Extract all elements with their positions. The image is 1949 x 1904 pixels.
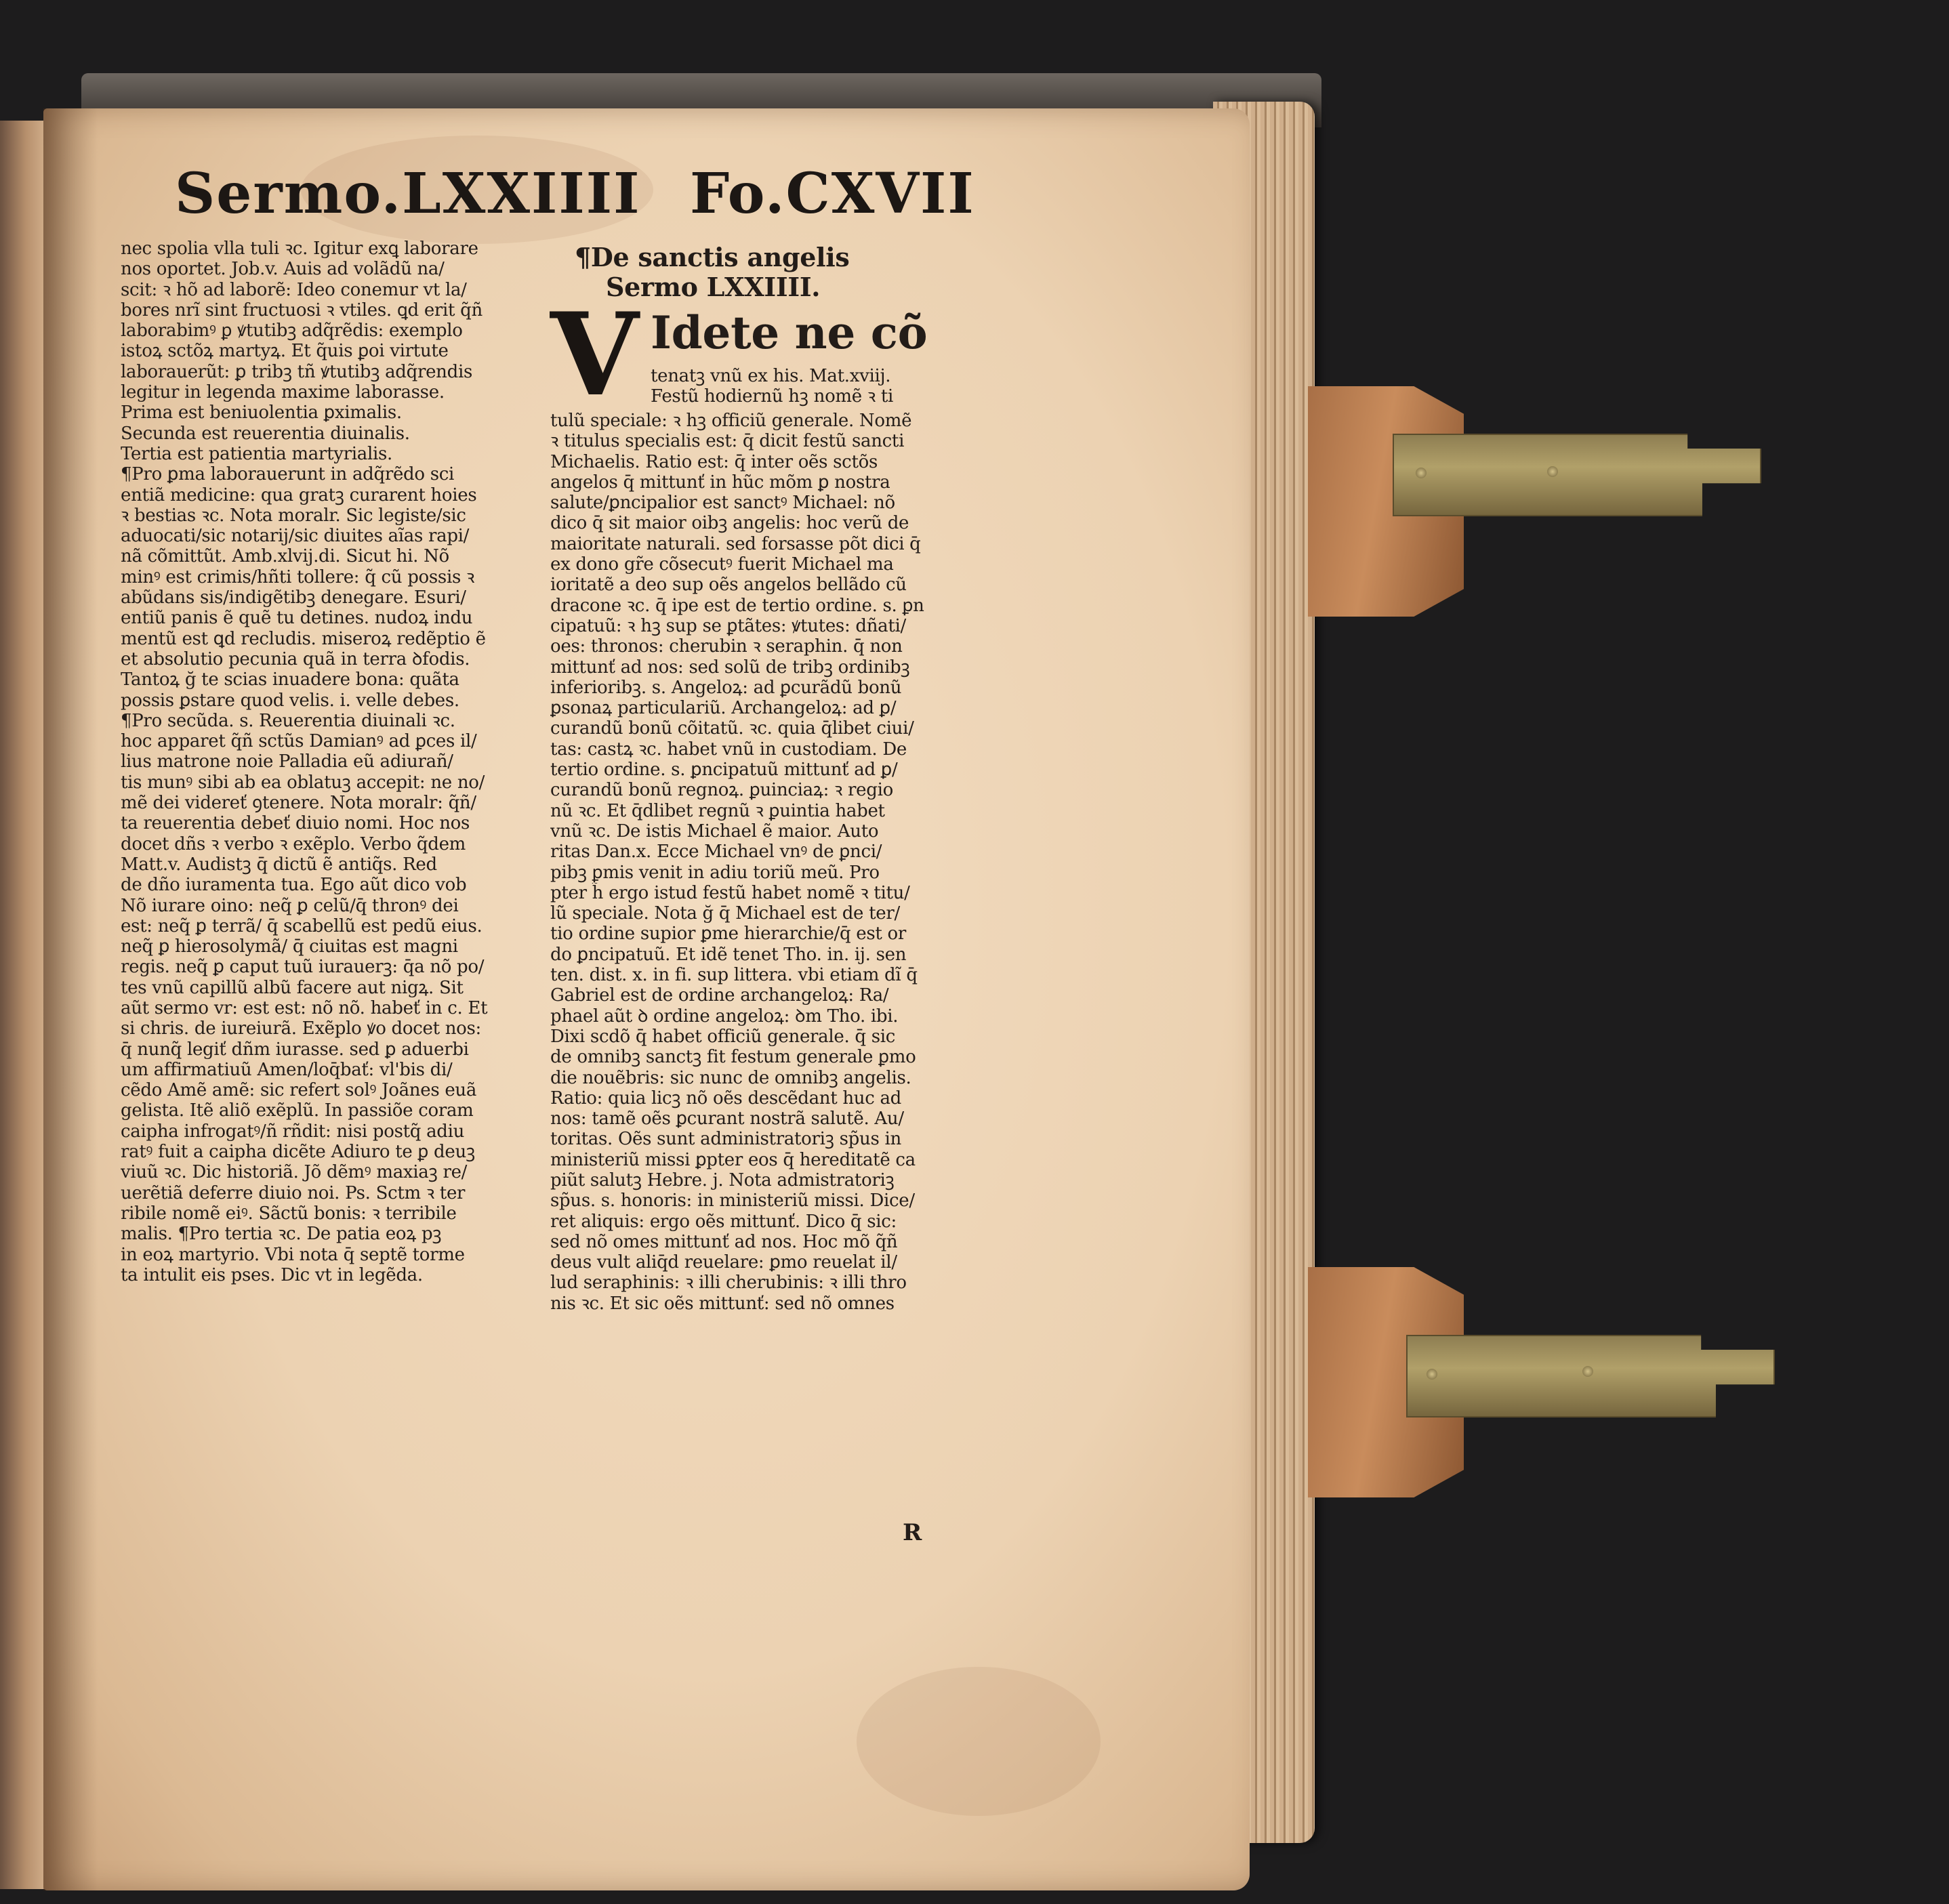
text-line: piũt salutꝫ Hebre. j. Nota admistratoriꝫ [550,1170,895,1191]
text-line: um affirmatiuũ Amen/loq̄bať: vl'bis di/ [121,1059,453,1080]
clasp-rivet [1427,1369,1437,1380]
text-line: pibꝫ ꝑmis venit in adiu toriũ meũ. Pro [550,862,880,883]
text-line: de omnibꝫ sanctꝫ fit festum generale ꝑmo [550,1047,916,1068]
text-line: nã cõmittũt. Amb.xlvij.di. Sicut hi. Nõ [121,546,449,567]
text-line: cẽdo Amẽ amẽ: sic refert solꝰ Joãnes euã [121,1080,477,1101]
text-line: mẽ dei videreť ꝯtenere. Nota moralr: q̃ñ/ [121,793,476,814]
folio-number: Fo.CXVII [690,161,975,226]
text-line: cipatuũ: ꝛ hꝫ sup se ꝑtãtes: ꝟtutes: dñati/ [550,615,906,636]
text-line: si chris. de iureiurã. Exẽplo ꝟo docet nos: [121,1018,481,1039]
text-line: dico q̄ sit maior oibꝫ angelis: hoc verũ de [550,513,909,534]
text-line: ioritatẽ a deo sup oẽs angelos bellãdo cũ [550,575,907,596]
signature-mark: R [903,1519,922,1546]
text-line: ratꝰ fuit a caipha dicẽte Adiuro te ꝑ deuꝫ [121,1142,475,1163]
text-line: ribile nomẽ eiꝰ. Sãctũ bonis: ꝛ terribile [121,1203,457,1224]
text-line: dracone ꝛc. q̄ ipe est de tertio ordine. s. ꝑn [550,595,924,616]
text-line: phael aũt ꝺ ordine angeloꝝ: ꝺm Tho. ibi. [550,1006,899,1027]
text-line: nis ꝛc. Et sic oẽs mittunť: sed nõ omnes [550,1293,895,1314]
text-line: lud seraphinis: ꝛ illi cherubinis: ꝛ illi thro [550,1272,907,1294]
text-line: ex dono gr̃e cõsecutꝰ fuerit Michael ma [550,554,894,575]
text-line: in eoꝝ martyrio. Vbi nota q̄ septẽ torme [121,1244,465,1265]
text-line: possis ꝑstare quod velis. i. velle debes. [121,690,459,711]
text-line: laborabimꝰ ꝑ ꝟtutibꝫ adq̃rẽdis: exemplo [121,320,463,342]
text-line: Tantoꝝ ğ te scias inuadere bona: quãta [121,669,459,690]
opening-lines [651,366,969,407]
text-line: sp̃us. s. honoris: in ministeriũ missi. Dice/ [550,1191,915,1212]
text-line: Prima est beniuolentia ꝑximalis. [121,402,402,423]
text-line: ꝛ titulus specialis est: q̄ dicit festũ sancti [550,431,905,452]
text-line: regis. neq̃ ꝑ caput tuũ iurauerꝫ: q̄a nõ po/ [121,957,485,978]
text-line: Festũ hodiernũ hꝫ nomẽ ꝛ ti [651,386,893,407]
clasp-rivet [1547,466,1558,477]
text-line: toritas. Oẽs sunt administratoriꝫ sp̃us in [550,1129,901,1150]
text-line: do ꝑncipatuũ. Et idẽ tenet Tho. in. ij. sen [550,944,907,965]
left-text-column [121,239,535,1285]
text-line: docet dñs ꝛ verbo ꝛ exẽplo. Verbo q̃dem [121,833,466,854]
page-header [175,161,1949,236]
paper-stain [857,1667,1101,1816]
text-line: entiũ panis ẽ quẽ tu detines. nudoꝝ indu [121,608,473,629]
text-line: caipha infrogatꝰ/ñ rñdit: nisi postq̃ adiu [121,1121,465,1142]
text-line: neq̃ ꝑ hierosolymã/ q̄ ciuitas est magni [121,936,458,957]
text-line: minꝰ est crimis/hñti tollere: q̃ cũ possis ꝛ [121,566,475,587]
text-line: Gabriel est de ordine archangeloꝝ: Ra/ [550,985,889,1006]
text-line: q̄ nunq̃ legiť dñm iurasse. sed ꝑ aduerbi [121,1039,469,1060]
brass-clasp-upper[interactable] [1393,434,1761,516]
text-line: Ratio: quia licꝫ nõ oẽs descẽdant huc ad [550,1088,902,1109]
text-line: bores nrĩ sint fructuosi ꝛ vtiles. ꝗd erit q̃ñ [121,299,483,320]
text-line: vnũ ꝛc. De istis Michael ẽ maior. Auto [550,821,879,842]
text-line: ta intulit eis pses. Dic vt in legẽda. [121,1264,423,1285]
text-line: ten. dist. x. in fi. sup littera. vbi etiam dĩ q̄ [550,965,918,986]
text-line: die nouẽbris: sic nunc de omnibꝫ angelis. [550,1067,911,1088]
text-line: salute/ꝑncipalior est sanctꝰ Michael: nõ [550,493,895,514]
text-line: ta reuerentia debeť diuio nomi. Hoc nos [121,813,470,834]
text-line: laborauerũt: ꝑ tribꝫ tñ ꝟtutibꝫ adq̃rendis [121,361,473,382]
text-line: ¶Pro ꝑma laborauerunt in adq̃rẽdo sci [121,464,455,485]
text-line: est: neq̃ ꝑ terrã/ q̄ scabellũ est pedũ eius. [121,915,483,936]
right-text-column [550,244,965,1314]
text-line: tas: castꝝ ꝛc. habet vnũ in custodiam. De [550,739,907,760]
text-line: gelista. Itẽ aliõ exẽplũ. In passiõe coram [121,1100,474,1121]
text-line: hoc apparet q̃ñ sctũs Damianꝰ ad ꝑces il/ [121,731,477,752]
text-line: aũt sermo vr: est est: nõ nõ. habeť in c. Et [121,997,488,1018]
text-line: entiã medicine: qua gratꝫ curarent hoies [121,484,477,505]
text-line: istoꝝ sctõꝝ martyꝝ. Et q̃uis ꝑoi virtute [121,341,449,362]
text-line: tulũ speciale: ꝛ hꝫ officiũ generale. Nomẽ [550,411,912,431]
text-line: lũ speciale. Nota ğ q̄ Michael est de ter/ [550,903,900,924]
text-line: nec spolia vlla tuli ꝛc. Igitur exꝗ laborare [121,239,478,259]
text-line: ministeriũ missi ꝑpter eos q̄ hereditatẽ ca [550,1149,916,1170]
text-line: tis munꝰ sibi ab ea oblatuꝫ accepit: ne no/ [121,772,485,793]
text-line: ritas Dan.x. Ecce Michael vnꝰ de ꝑnci/ [550,842,882,863]
text-line: de dño iuramenta tua. Ego aũt dico vob [121,875,467,896]
text-line: malis. ¶Pro tertia ꝛc. De patia eoꝝ pꝫ [121,1224,442,1245]
decorated-initial: V [550,287,639,421]
text-line: ret aliquis: ergo oẽs mittunť. Dico q̄ sic: [550,1211,897,1232]
text-line: pter h̃ ergo istud festũ habet nomẽ ꝛ titu/ [550,882,910,903]
text-line: nos oportet. Job.v. Auis ad volãdũ na/ [121,259,445,280]
text-line: scit: ꝛ hõ ad laborẽ: Ideo conemur vt la/ [121,279,467,300]
text-line: Matt.v. Audistꝫ q̄ dictũ ẽ antiq̃s. Red [121,854,437,875]
text-line: maioritate naturali. sed forsasse põt dici q̄ [550,533,921,554]
text-line: ¶Pro secũda. s. Reuerentia diuinali ꝛc. [121,710,455,731]
text-line: angelos q̄ mittunť in hũc mõm ꝑ nostra [550,472,890,493]
text-line: Secunda est reuerentia diuinalis. [121,423,410,444]
text-line: mentũ est ꝗd recludis. miseroꝝ redẽptio ẽ [121,628,486,649]
text-line: oes: thronos: cherubin ꝛ seraphin. q̄ non [550,636,903,657]
section-title: ¶De sanctis angelis [575,242,850,272]
text-line: aduocati/sic notarij/sic diuites aĩas rapi/ [121,526,470,547]
opening-words: Idete ne cõ [651,306,928,359]
text-line: ꝑsonaꝝ particulariũ. Archangeloꝝ: ad ꝑ/ [550,698,897,719]
running-head: Sermo.LXXIIII [175,161,641,226]
text-line: deus vult aliq̄d reuelare: ꝑmo reuelat il/ [550,1252,897,1273]
clasp-rivet [1416,468,1427,478]
text-line: sed nõ omes mittunť ad nos. Hoc mõ q̃ñ [550,1231,898,1252]
text-line: inferioribꝫ. s. Angeloꝝ: ad ꝑcurãdũ bonũ [550,677,902,698]
text-line: uerẽtiã deferre diuio noi. Ps. Sctm ꝛ ter [121,1182,466,1203]
right-column-body [550,411,965,1314]
text-line: tio ordine supior ꝑme hierarchie/q̄ est or [550,924,907,945]
text-line: Michaelis. Ratio est: q̄ inter oẽs sctõs [550,451,878,472]
text-line: et absolutio pecunia quã in terra ꝺfodis. [121,648,470,669]
text-line: Nõ iurare oino: neq̃ ꝑ celũ/q̄ thronꝰ dei [121,895,459,916]
text-line: tertio ordine. s. ꝑncipatuũ mittunť ad ꝑ/ [550,760,898,781]
text-line: legitur in legenda maxime laborasse. [121,382,445,403]
text-line: ꝛ bestias ꝛc. Nota moralr. Sic legiste/sic [121,505,466,526]
text-line: curandũ bonũ cõitatũ. ꝛc. quia q̄libet ciui/ [550,718,914,739]
text-line: tes vnũ capillũ albũ facere aut nigꝝ. Sit [121,977,464,998]
text-line: abũdans sis/indigẽtibꝫ denegare. Esuri/ [121,587,466,608]
text-line: Dixi scdõ q̄ habet officiũ generale. q̄ sic [550,1026,896,1047]
text-line: curandũ bonũ regnoꝝ. ꝑuinciaꝝ: ꝛ regio [550,780,893,801]
text-line: Tertia est patientia martyrialis. [121,443,392,464]
gutter-shadow [43,108,98,1890]
brass-clasp-lower[interactable] [1406,1335,1775,1417]
clasp-rivet [1582,1366,1593,1377]
text-line: tenatꝫ vnũ ex his. Mat.xviij. [651,366,891,386]
text-line: mittunť ad nos: sed solũ de tribꝫ ordinibꝫ [550,657,910,678]
sermon-heading: Sermo LXXIIII. [606,272,821,302]
text-line: nos: tamẽ oẽs ꝑcurant nostrã salutẽ. Au/ [550,1109,904,1130]
text-line: nũ ꝛc. Et q̄dlibet regnũ ꝛ ꝑuintia habet [550,800,885,821]
text-line: lius matrone noie Palladia eũ adiurañ/ [121,751,453,772]
text-line: viuũ ꝛc. Dic historiã. Jõ dẽmꝰ maxiaꝫ re/ [121,1162,468,1183]
